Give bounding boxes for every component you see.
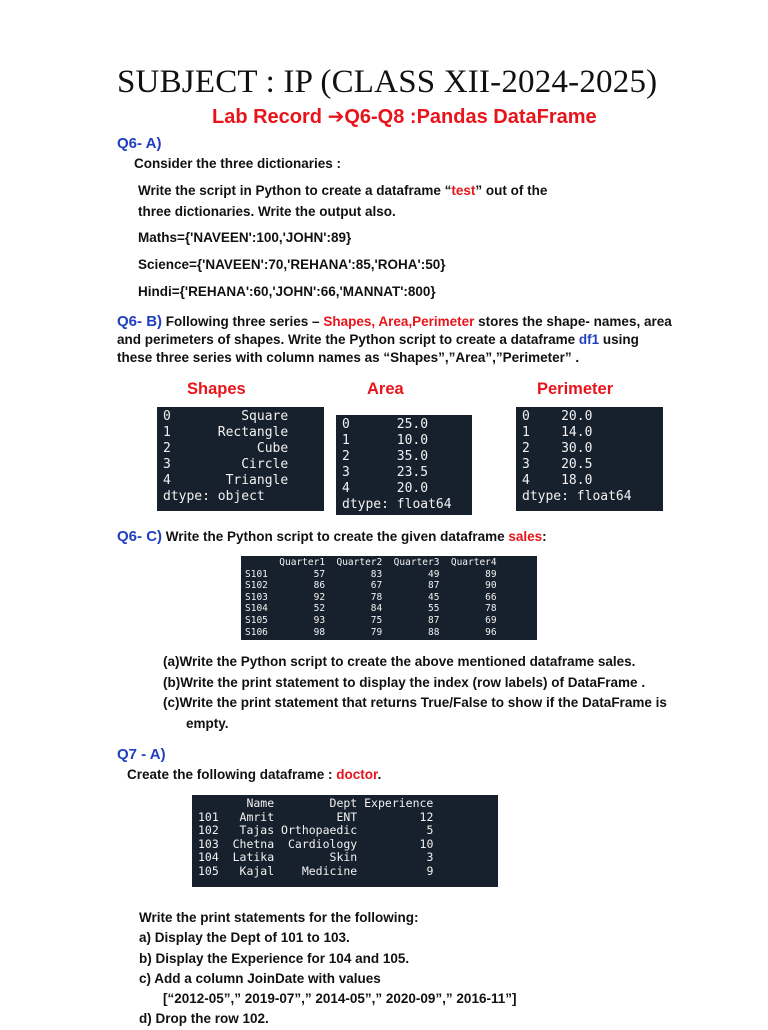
q6b-line3: these three series with column names as “Shapes”,”Area”,”Perimeter” . xyxy=(117,350,580,365)
area-index: 2 xyxy=(342,449,350,464)
sales-row xyxy=(245,569,533,581)
sales-index: S101 xyxy=(245,568,268,580)
shapes-series-output xyxy=(157,407,324,511)
sales-cell: 86 xyxy=(313,580,326,592)
shapes-row xyxy=(163,441,318,457)
sales-cell: 66 xyxy=(485,591,497,603)
area-value: 23.5 xyxy=(396,465,429,480)
q7a-label: Q7 - A) xyxy=(117,746,166,763)
sales-cell: 87 xyxy=(427,580,440,592)
sales-column-header xyxy=(245,557,268,569)
sales-cell: 83 xyxy=(370,568,383,580)
doctor-index: 103 xyxy=(198,836,219,851)
perimeter-dtype: dtype: float64 xyxy=(522,489,632,504)
area-index: 1 xyxy=(342,433,350,448)
doctor-cell: Latika xyxy=(232,850,275,865)
doctor-row xyxy=(198,824,492,838)
sales-cell: 49 xyxy=(427,568,440,580)
shapes-header: Shapes xyxy=(187,380,246,398)
perimeter-value: 20.5 xyxy=(561,457,593,472)
sales-cell: 93 xyxy=(313,614,326,626)
doctor-dataframe-output xyxy=(192,795,498,887)
area-header: Area xyxy=(367,380,404,398)
perimeter-value: 18.0 xyxy=(561,473,593,488)
sales-cell: 69 xyxy=(485,614,497,626)
sales-column-header: Quarter3 xyxy=(393,557,440,568)
sales-cell: 79 xyxy=(370,626,383,638)
doctor-index: 102 xyxy=(198,823,219,838)
doctor-index: 101 xyxy=(198,809,219,824)
area-value: 35.0 xyxy=(396,449,429,464)
sales-header-row xyxy=(245,557,533,569)
q7a-tasks xyxy=(139,908,516,1030)
doctor-cell: ENT xyxy=(336,809,358,824)
doctor-index: 105 xyxy=(198,863,219,878)
shapes-index: 0 xyxy=(163,409,171,424)
sales-index: S104 xyxy=(245,603,268,615)
q7a-task-c1: c) Add a column JoinDate with values xyxy=(139,970,381,986)
shapes-value: Circle xyxy=(241,457,289,472)
doctor-cell: Chetna xyxy=(232,836,275,851)
doctor-cell: Kajal xyxy=(239,863,275,878)
shapes-index: 3 xyxy=(163,457,171,472)
q6a-label: Q6- A) xyxy=(117,135,162,152)
perimeter-row xyxy=(522,425,657,441)
q6c-task-a: (a)Write the Python script to create the above mentioned dataframe sales. xyxy=(163,654,636,669)
doctor-cell: Medicine xyxy=(301,863,358,878)
sales-cell: 96 xyxy=(485,626,497,638)
shapes-index: 1 xyxy=(163,425,171,440)
q7a-task-a: a) Display the Dept of 101 to 103. xyxy=(139,930,350,946)
perimeter-index: 3 xyxy=(522,457,530,472)
doctor-cell: Tajas xyxy=(239,823,275,838)
sales-cell: 67 xyxy=(370,580,383,592)
area-index: 3 xyxy=(342,465,350,480)
sales-cell: 87 xyxy=(427,614,440,626)
sales-column-header: Quarter1 xyxy=(279,557,326,568)
q6c-line: Q6- C) Write the Python script to create the given dataframe sales: xyxy=(117,528,547,545)
shapes-value: Rectangle xyxy=(217,425,289,440)
sales-cell: 92 xyxy=(313,591,326,603)
q7a-task-c2: [“2012-05”,” 2019-07”,” 2014-05”,” 2020-09”,” 2016-11”] xyxy=(163,991,517,1007)
sales-cell: 90 xyxy=(485,580,497,592)
area-dtype: dtype: float64 xyxy=(342,497,452,512)
page-title: SUBJECT : IP (CLASS XII-2024-2025) xyxy=(117,64,658,100)
doctor-cell: 3 xyxy=(426,850,434,865)
perimeter-index: 4 xyxy=(522,473,530,488)
q6c-task-b: (b)Write the print statement to display the index (row labels) of DataFrame . xyxy=(163,674,646,690)
area-series-output xyxy=(336,415,472,515)
doctor-cell: 12 xyxy=(419,809,434,824)
shapes-value: Triangle xyxy=(225,473,289,488)
sales-cell: 84 xyxy=(370,603,383,615)
sales-cell: 75 xyxy=(370,614,383,626)
doctor-cell: 5 xyxy=(426,823,434,838)
perimeter-row xyxy=(522,473,657,489)
doctor-index: 104 xyxy=(198,850,219,865)
shapes-index: 2 xyxy=(163,441,171,456)
q6c-task-c1: (c)Write the print statement that returns True/False to show if the DataFrame is xyxy=(163,695,667,710)
doctor-row xyxy=(198,851,492,865)
shapes-row xyxy=(163,425,318,441)
doctor-cell: 9 xyxy=(426,863,434,878)
sales-cell: 78 xyxy=(485,603,497,615)
area-index: 0 xyxy=(342,417,350,432)
doctor-row xyxy=(198,838,492,852)
shapes-index: 4 xyxy=(163,473,171,488)
q6a-science: Science={'NAVEEN':70,'REHANA':85,'ROHA':50} xyxy=(138,257,446,272)
q7a-intro: Write the print statements for the following: xyxy=(139,910,419,925)
sales-cell: 89 xyxy=(485,568,497,580)
shapes-value: Square xyxy=(241,409,289,424)
doctor-cell: Skin xyxy=(329,850,358,865)
q6c-task-c2: empty. xyxy=(186,715,229,731)
perimeter-series-output xyxy=(516,407,663,511)
sales-row xyxy=(245,580,533,592)
shapes-value: Cube xyxy=(256,441,289,456)
perimeter-row xyxy=(522,441,657,457)
sales-index: S106 xyxy=(245,626,268,638)
perimeter-value: 20.0 xyxy=(561,409,593,424)
q6b-line1: Q6- B) Following three series – Shapes, Area,Perimeter stores the shape- names, area xyxy=(117,313,672,330)
doctor-cell: Amrit xyxy=(239,809,275,824)
area-value: 25.0 xyxy=(396,417,429,432)
area-index: 4 xyxy=(342,481,350,496)
doctor-column-header xyxy=(198,797,226,811)
sales-cell: 57 xyxy=(313,568,326,580)
sales-index: S103 xyxy=(245,591,268,603)
area-row xyxy=(342,465,466,481)
q6a-maths: Maths={'NAVEEN':100,'JOHN':89} xyxy=(138,230,352,245)
doctor-cell: 10 xyxy=(419,836,434,851)
q6b-line2: and perimeters of shapes. Write the Python script to create a dataframe df1 using xyxy=(117,332,639,347)
sales-row xyxy=(245,603,533,615)
sales-column-header: Quarter4 xyxy=(450,557,497,568)
doctor-row xyxy=(198,865,492,879)
area-value: 10.0 xyxy=(396,433,429,448)
area-row xyxy=(342,481,466,497)
sales-index: S105 xyxy=(245,614,268,626)
q6c-tasks xyxy=(163,652,667,734)
page-subtitle: Lab Record ➔Q6-Q8 :Pandas DataFrame xyxy=(212,106,597,128)
sales-cell: 88 xyxy=(427,626,440,638)
perimeter-value: 30.0 xyxy=(561,441,593,456)
area-row xyxy=(342,417,466,433)
q6a-hindi: Hindi={'REHANA':60,'JOHN':66,'MANNAT':800} xyxy=(138,284,436,299)
perimeter-header: Perimeter xyxy=(537,380,614,398)
area-value: 20.0 xyxy=(396,481,429,496)
doctor-column-header: Experience xyxy=(364,796,434,810)
q6a-line2: three dictionaries. Write the output also. xyxy=(138,204,396,219)
q7a-task-d: d) Drop the row 102. xyxy=(139,1011,269,1027)
perimeter-index: 0 xyxy=(522,409,530,424)
area-row xyxy=(342,449,466,465)
perimeter-index: 1 xyxy=(522,425,530,440)
doctor-cell: Orthopaedic xyxy=(281,823,358,838)
q7a-line: Create the following dataframe : doctor. xyxy=(127,767,382,782)
doctor-header-row xyxy=(198,797,492,811)
sales-index: S102 xyxy=(245,580,268,592)
perimeter-row xyxy=(522,409,657,425)
sales-cell: 98 xyxy=(313,626,326,638)
doctor-column-header: Dept xyxy=(329,796,358,810)
doctor-column-header: Name xyxy=(246,796,275,810)
q6a-line1: Write the script in Python to create a dataframe “test” out of the xyxy=(138,183,548,198)
sales-dataframe-output xyxy=(241,556,537,640)
sales-row xyxy=(245,592,533,604)
doctor-cell: Cardiology xyxy=(287,836,358,851)
sales-cell: 55 xyxy=(427,603,440,615)
shapes-row xyxy=(163,473,318,489)
sales-cell: 45 xyxy=(427,591,440,603)
sales-cell: 52 xyxy=(313,603,326,615)
shapes-dtype: dtype: object xyxy=(163,489,265,504)
q6a-intro: Consider the three dictionaries : xyxy=(134,156,342,171)
q7a-task-b: b) Display the Experience for 104 and 105. xyxy=(139,950,410,966)
perimeter-value: 14.0 xyxy=(561,425,593,440)
doctor-row xyxy=(198,811,492,825)
sales-row xyxy=(245,615,533,627)
perimeter-row xyxy=(522,457,657,473)
shapes-row xyxy=(163,409,318,425)
area-row xyxy=(342,433,466,449)
sales-row xyxy=(245,627,533,639)
sales-cell: 78 xyxy=(370,591,383,603)
shapes-row xyxy=(163,457,318,473)
sales-column-header: Quarter2 xyxy=(336,557,383,568)
perimeter-index: 2 xyxy=(522,441,530,456)
